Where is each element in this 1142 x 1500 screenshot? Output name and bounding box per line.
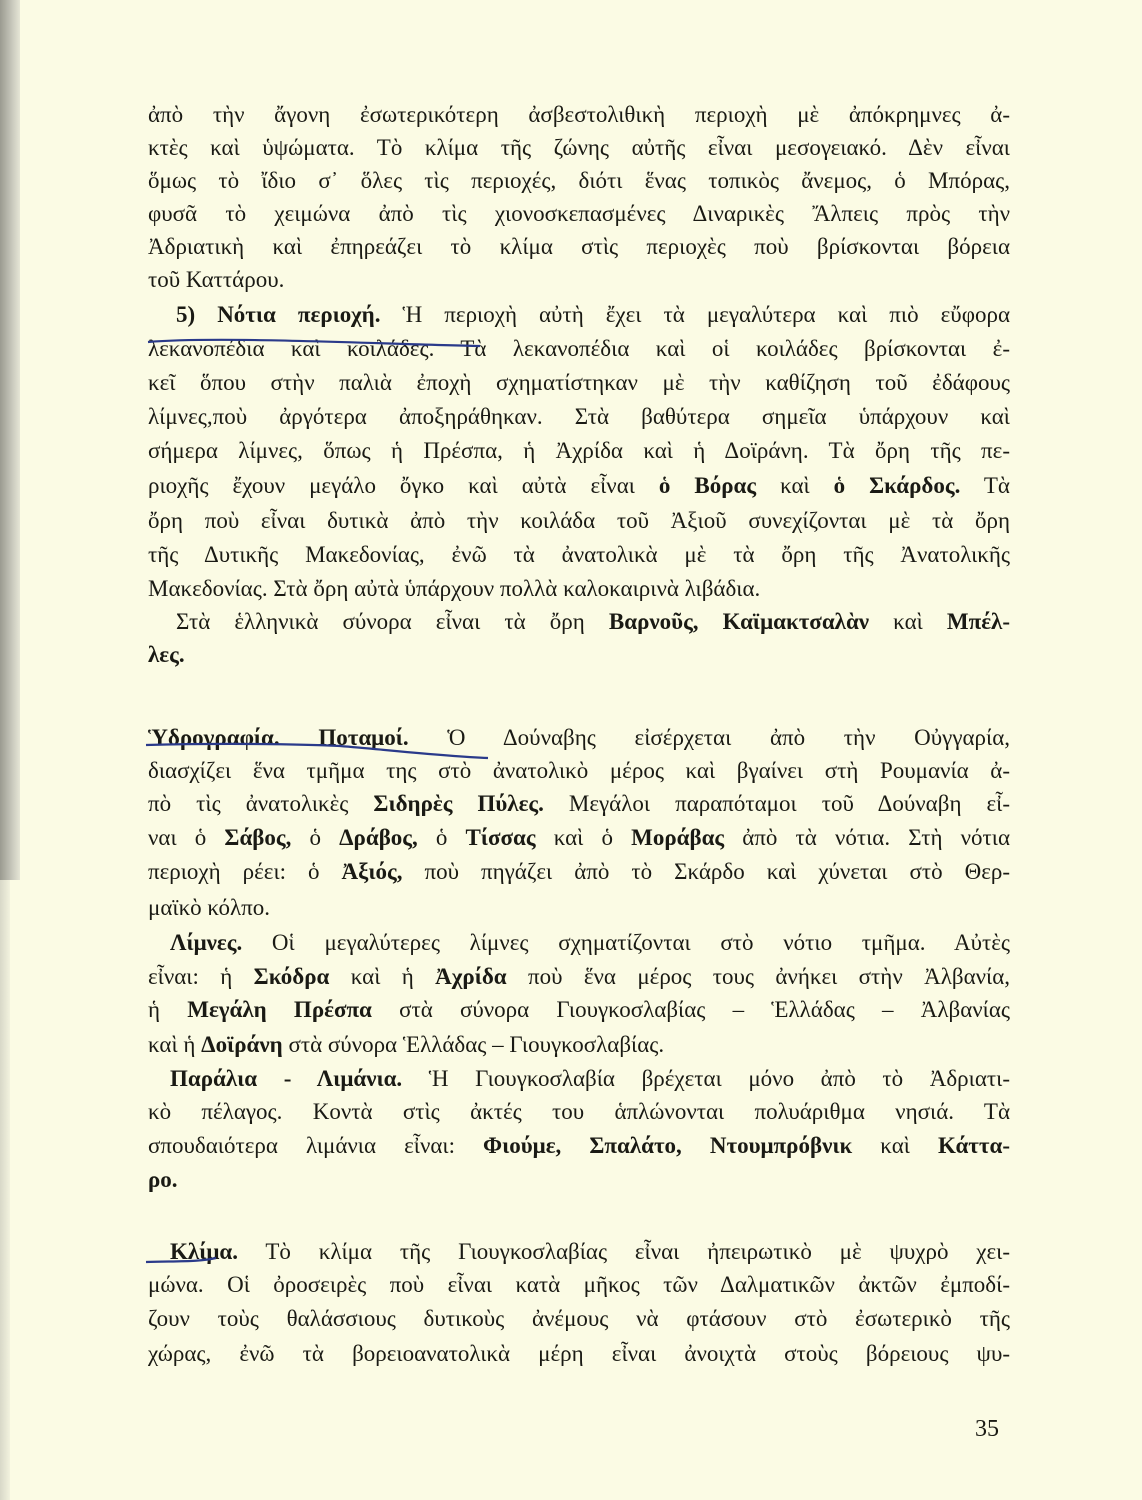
bold-term: Ποταμοί. — [318, 725, 409, 750]
text-segment: ναι ὁ — [148, 825, 225, 850]
text-segment: ἀπὸ τὴν ἄγονη ἐσωτερικότερη ἀσβεστολιθικὴ περιοχὴ μὲ ἀπόκρημνες ἀ- — [148, 102, 1010, 127]
text-segment: πὸ τὶς ἀνατολικὲς — [148, 791, 374, 816]
bold-term: Φιούμε, Σπαλάτο, Ντουμπρόβνικ — [483, 1133, 853, 1158]
bold-term: Κάττα- — [938, 1133, 1010, 1158]
text-line — [148, 893, 1010, 923]
text-segment: στὰ σύνορα Ἑλλάδας – Γιουγκοσλαβίας. — [282, 1032, 665, 1057]
text-segment: ὄρη ποὺ εἶναι δυτικὰ ἀπὸ τὴν κοιλάδα τοῦ Ἀξιοῦ συνεχίζονται μὲ τὰ ὄρη — [148, 508, 1010, 533]
text-line — [148, 100, 1010, 130]
bold-term: Μοράβας — [631, 825, 725, 850]
text-line — [148, 1131, 1010, 1161]
text-line — [148, 789, 1010, 819]
text-line — [148, 1030, 1010, 1060]
text-line — [148, 471, 1010, 501]
text-segment: Ὁ Δούναβης εἰσέρχεται ἀπὸ τὴν Οὐγγαρία, — [408, 725, 1010, 750]
text-segment: Τὰ — [960, 473, 1010, 498]
text-segment: Ἡ περιοχὴ αὐτὴ ἔχει τὰ μεγαλύτερα καὶ πιὸ εὔφορα — [380, 302, 1010, 327]
scan-edge-shadow — [0, 0, 20, 880]
text-line — [148, 1339, 1010, 1369]
text-segment: Τὸ κλίμα τῆς Γιουγκοσλαβίας εἶναι ἠπειρωτικὸ μὲ ψυχρὸ χει- — [237, 1239, 1010, 1264]
bold-term: Σιδηρὲς Πύλες. — [373, 791, 544, 816]
text-line — [148, 995, 1010, 1025]
text-segment: κὸ πέλαγος. Κοντὰ στὶς ἀκτές του ἁπλώνονται πολυάριθμα νησιά. Τὰ — [148, 1099, 1010, 1124]
bold-term: Μεγάλη Πρέσπα — [187, 997, 372, 1022]
text-line — [170, 1064, 1010, 1094]
text-segment: τοῦ Καττάρου. — [148, 267, 285, 292]
text-segment: Ἡ Γιουγκοσλαβία βρέχεται μόνο ἀπὸ τὸ Ἀδριατι- — [402, 1066, 1010, 1091]
text-segment: καὶ ἡ — [329, 964, 436, 989]
bold-term: Δράβος, — [339, 825, 418, 850]
text-segment: ἀπὸ τὰ νότια. Στὴ νότια — [724, 825, 1010, 850]
text-segment: σήμερα λίμνες, ὅπως ἡ Πρέσπα, ἡ Ἀχρίδα καὶ ἡ Δοϊράνη. Τὰ ὄρη τῆς πε- — [148, 438, 1010, 463]
text-line — [148, 640, 1010, 670]
text-segment: εἶναι: ἡ — [148, 964, 254, 989]
bold-term: λες. — [148, 642, 185, 667]
text-line — [148, 962, 1010, 992]
text-line — [148, 436, 1010, 466]
text-segment: καὶ — [869, 609, 947, 634]
text-line — [170, 928, 1010, 958]
text-segment: ζουν τοὺς θαλάσσιους δυτικοὺς ἀνέμους νὰ φτάσουν στὸ ἐσωτερικὸ τῆς — [148, 1306, 1010, 1331]
text-line — [176, 607, 1010, 637]
text-line — [148, 574, 1010, 604]
text-line — [148, 232, 1010, 262]
text-line — [148, 723, 1010, 753]
text-line — [148, 823, 1010, 853]
text-segment: καὶ ἡ — [148, 1032, 202, 1057]
text-line — [148, 857, 1010, 887]
text-segment: περιοχὴ ρέει: ὁ — [148, 859, 342, 884]
bold-term: Παράλια - Λιμάνια. — [170, 1066, 403, 1091]
bold-term: 5) Νότια περιοχή. — [176, 302, 381, 327]
text-line — [148, 1097, 1010, 1127]
page-number: 35 — [975, 1416, 999, 1442]
text-segment: Στὰ ἑλληνικὰ σύνορα εἶναι τὰ ὄρη — [176, 609, 609, 634]
text-line — [148, 368, 1010, 398]
bold-term: Λίμνες. — [170, 930, 243, 955]
bold-term: ὁ Σκάρδος. — [833, 473, 961, 498]
text-segment: τῆς Δυτικῆς Μακεδονίας, ἐνῶ τὰ ἀνατολικὰ μὲ τὰ ὄρη τῆς Ἀνατολικῆς — [148, 542, 1010, 567]
bold-term: Τίσσας — [465, 825, 536, 850]
text-segment: καὶ — [852, 1133, 938, 1158]
text-line — [148, 265, 1010, 295]
text-segment — [280, 725, 319, 750]
text-segment: ὁ — [291, 825, 340, 850]
text-segment: Οἱ μεγαλύτερες λίμνες σχηματίζονται στὸ νότιο τμῆμα. Αὐτὲς — [242, 930, 1010, 955]
text-segment: κεῖ ὅπου στὴν παλιὰ ἐποχὴ σχηματίστηκαν μὲ τὴν καθίζηση τοῦ ἐδάφους — [148, 370, 1010, 395]
text-segment: καὶ — [756, 473, 834, 498]
text-line — [148, 540, 1010, 570]
text-line — [148, 402, 1010, 432]
text-line — [148, 506, 1010, 536]
bold-term: Ὑδρογραφία. — [148, 725, 280, 750]
text-segment: ὁ — [417, 825, 466, 850]
bold-term: ὁ Βόρας — [658, 473, 757, 498]
text-line — [148, 756, 1010, 786]
text-segment: Ἀδριατικὴ καὶ ἐπηρεάζει τὸ κλίμα στὶς περιοχὲς ποὺ βρίσκονται βόρεια — [148, 234, 1010, 259]
text-line — [148, 334, 1010, 364]
text-segment: διασχίζει ἕνα τμῆμα της στὸ ἀνατολικὸ μέρος καὶ βγαίνει στὴ Ρουμανία ἀ- — [148, 758, 1010, 783]
text-line — [170, 1237, 1010, 1267]
text-segment: ριοχῆς ἔχουν μεγάλο ὄγκο καὶ αὐτὰ εἶναι — [148, 473, 659, 498]
bold-term: Ἀξιός, — [341, 859, 403, 884]
text-segment: λίμνες,ποὺ ἀργότερα ἀποξηράθηκαν. Στὰ βαθύτερα σημεῖα ὑπάρχουν καὶ — [148, 404, 1010, 429]
text-line — [148, 1304, 1010, 1334]
text-segment: ποὺ πηγάζει ἀπὸ τὸ Σκάρδο καὶ χύνεται στὸ Θερ- — [402, 859, 1011, 884]
text-segment: λεκανοπέδια καὶ κοιλάδες. Τὰ λεκανοπέδια καὶ οἱ κοιλάδες βρίσκονται ἐ- — [148, 336, 1010, 361]
text-line — [176, 300, 1010, 330]
text-segment: στὰ σύνορα Γιουγκοσλαβίας – Ἑλλάδας – Ἀλβανίας — [371, 997, 1010, 1022]
bold-term: Κλίμα. — [170, 1239, 238, 1264]
bold-term: Ἀχρίδα — [435, 964, 507, 989]
bold-term: ρο. — [148, 1167, 178, 1192]
text-line — [148, 1270, 1010, 1300]
text-line — [148, 199, 1010, 229]
bold-term: Δοϊράνη — [201, 1032, 283, 1057]
text-segment: καὶ ὁ — [535, 825, 632, 850]
text-segment: φυσᾶ τὸ χειμώνα ἀπὸ τὶς χιονοσκεπασμένες Διναρικὲς Ἄλπεις πρὸς τὴν — [148, 201, 1010, 226]
text-line — [148, 1165, 1010, 1195]
text-segment: Μεγάλοι παραπόταμοι τοῦ Δούναβη εἶ- — [543, 791, 1011, 816]
text-line — [148, 166, 1010, 196]
text-segment: χώρας, ἐνῶ τὰ βορειοανατολικὰ μέρη εἶναι ἀνοιχτὰ στοὺς βόρειους ψυ- — [148, 1341, 1010, 1366]
bold-term: Μπέλ- — [946, 609, 1010, 634]
text-segment: ἡ — [148, 997, 188, 1022]
text-segment: Μακεδονίας. Στὰ ὄρη αὐτὰ ὑπάρχουν πολλὰ καλοκαιρινὰ λιβάδια. — [148, 576, 761, 601]
text-segment: μαϊκὸ κόλπο. — [148, 895, 271, 920]
text-segment: κτὲς καὶ ὑψώματα. Τὸ κλίμα τῆς ζώνης αὐτῆς εἶναι μεσογειακό. Δὲν εἶναι — [148, 135, 1010, 160]
text-line — [148, 133, 1010, 163]
scan-edge-shadow — [0, 880, 10, 1500]
bold-term: Σκόδρα — [253, 964, 330, 989]
bold-term: Σάβος, — [224, 825, 292, 850]
text-segment: σπουδαιότερα λιμάνια εἶναι: — [148, 1133, 484, 1158]
text-segment: ὅμως τὸ ἴδιο σ᾿ ὅλες τὶς περιοχές, διότι ἕνας τοπικὸς ἄνεμος, ὁ Μπόρας, — [148, 168, 1010, 193]
bold-term: Βαρνοῦς, Καϊμακτσαλὰν — [608, 609, 870, 634]
text-segment: μώνα. Οἱ ὀροσειρὲς ποὺ εἶναι κατὰ μῆκος τῶν Δαλματικῶν ἀκτῶν ἐμποδί- — [148, 1272, 1010, 1297]
text-segment: ποὺ ἕνα μέρος τους ἀνήκει στὴν Ἀλβανία, — [506, 964, 1011, 989]
